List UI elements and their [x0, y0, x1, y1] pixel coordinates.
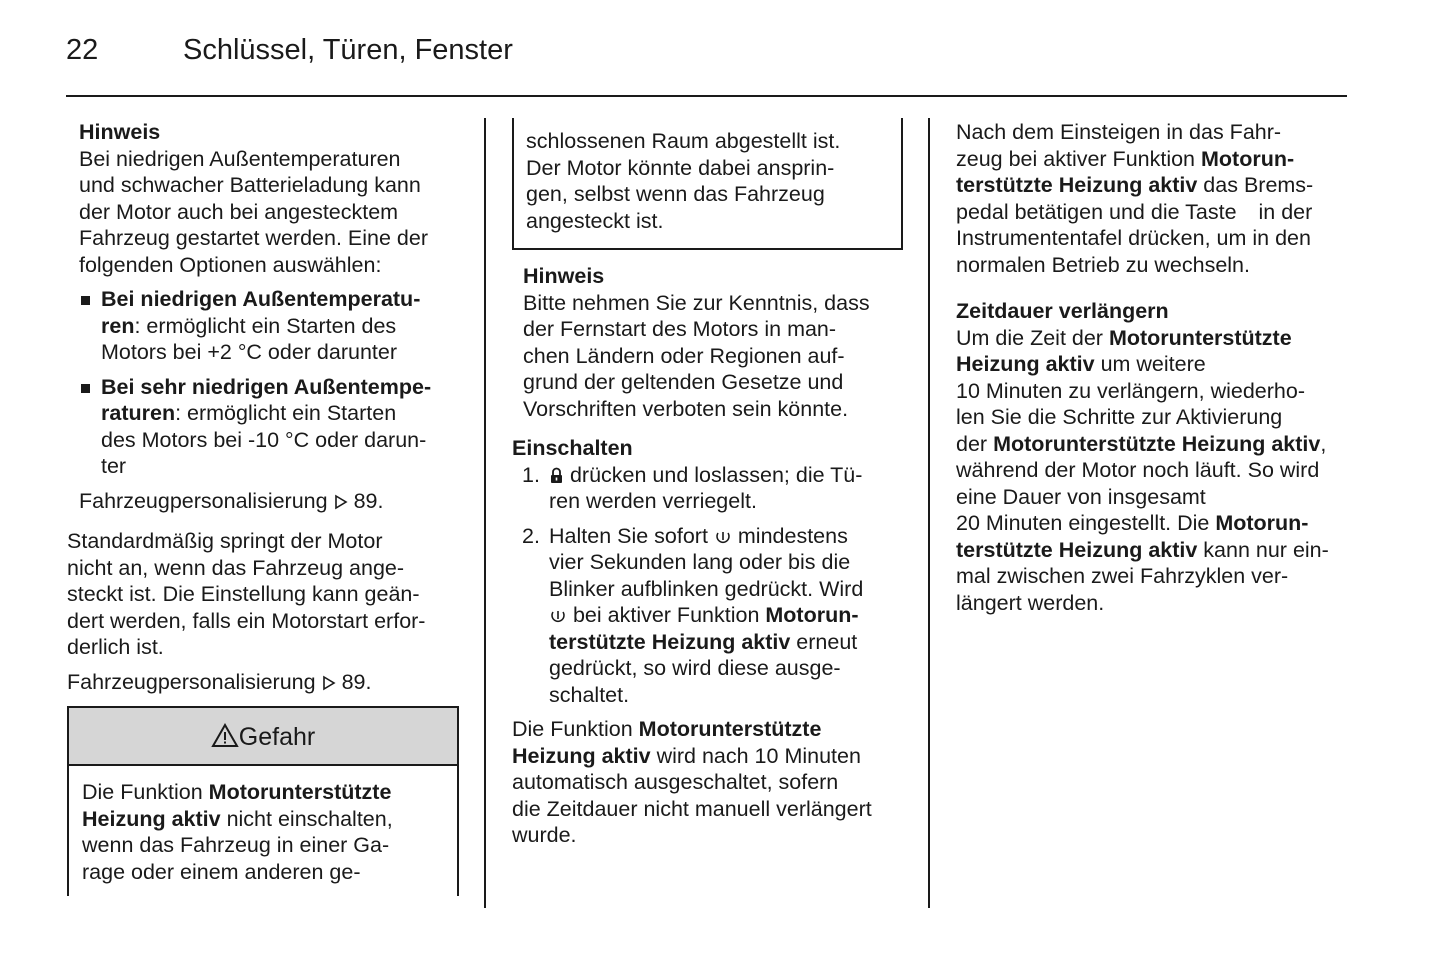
- paragraph-text: ,: [1320, 431, 1327, 456]
- paragraph-text: automatisch ausgeschaltet, sofern: [512, 770, 839, 794]
- hinweis-line: grund der geltenden Gesetze und: [523, 370, 844, 394]
- paragraph: [512, 716, 912, 849]
- paragraph-bold: Motorunterstützte: [638, 717, 822, 741]
- paragraph-text: in der: [1252, 199, 1313, 224]
- reference-text: Fahrzeugpersonalisierung: [79, 488, 328, 513]
- paragraph-text: während der Motor noch läuft. So wird: [956, 458, 1320, 482]
- paragraph-text: Um die Zeit der: [956, 325, 1109, 350]
- hinweis-heading: Hinweis: [79, 120, 161, 144]
- bullet-item: [79, 286, 474, 366]
- paragraph-text: zeug bei aktiver Funktion: [956, 146, 1201, 171]
- danger-bold: Motorunterstützte: [208, 780, 392, 804]
- hinweis-line: Vorschriften verboten sein könnte.: [523, 396, 849, 421]
- middle-column: [523, 263, 918, 422]
- step-bold: Motorun-: [765, 603, 859, 627]
- paragraph-text: der: [956, 431, 994, 456]
- paragraph-text: längert werden.: [956, 590, 1105, 615]
- paragraph: [956, 325, 1351, 617]
- paragraph-text: die Zeitdauer nicht manuell verlängert: [512, 796, 872, 821]
- list-item: [512, 523, 912, 709]
- danger-text: schlossenen Raum abgestellt ist.: [526, 129, 841, 153]
- danger-text: nicht einschalten,: [220, 806, 393, 831]
- left-column-lower: [67, 528, 467, 695]
- paragraph-bold: terstützte Heizung aktiv: [956, 173, 1198, 197]
- danger-text: gen, selbst wenn das Fahrzeug: [526, 182, 825, 206]
- paragraph-text: das Brems-: [1197, 173, 1314, 197]
- danger-box-continued: [512, 118, 903, 250]
- hinweis-line: und schwacher Batterieladung kann: [79, 173, 421, 197]
- paragraph-line: derlich ist.: [67, 635, 164, 659]
- step-bold: terstützte Heizung aktiv: [549, 629, 791, 654]
- step-text: schaltet.: [549, 682, 630, 707]
- step-text: ren werden verriegelt.: [549, 489, 757, 513]
- bullet-text: : ermöglicht ein Starten des: [134, 313, 397, 338]
- bullet-text: : ermöglicht ein Starten: [175, 401, 397, 425]
- bullet-text: des Motors bei -10 °C oder darun-: [101, 427, 427, 452]
- paragraph-text: Nach dem Einsteigen in das Fahr-: [956, 120, 1282, 144]
- paragraph-bold: Motorun-: [1215, 511, 1309, 535]
- paragraph-bold: terstützte Heizung aktiv: [956, 537, 1198, 562]
- remote-start-icon: [549, 606, 567, 624]
- paragraph-text: len Sie die Schritte zur Aktivierung: [956, 405, 1283, 429]
- column-divider-left: [484, 118, 486, 908]
- danger-bold: Heizung aktiv: [82, 806, 221, 831]
- middle-column-lower: [512, 435, 912, 849]
- bullet-bold: Bei niedrigen Außentemperatu-: [101, 287, 421, 311]
- danger-text: Die Funktion: [82, 780, 209, 804]
- paragraph-text: wurde.: [512, 823, 577, 847]
- page-number: 22: [66, 34, 99, 66]
- paragraph-bold: Heizung aktiv: [512, 743, 651, 768]
- reference-page: 89.: [353, 488, 384, 513]
- hinweis-line: Fahrzeug gestartet werden. Eine der: [79, 226, 428, 250]
- paragraph-text: 20 Minuten eingestellt. Die: [956, 511, 1216, 535]
- paragraph-bold: Motorun-: [1201, 146, 1295, 171]
- bullet-text: ter: [101, 454, 127, 478]
- step-text: bei aktiver Funktion: [567, 603, 766, 627]
- page-title: Schlüssel, Türen, Fenster: [183, 34, 513, 66]
- paragraph-line: Standardmäßig springt der Motor: [67, 529, 383, 553]
- bullet-bold: Bei sehr niedrigen Außentempe-: [101, 374, 432, 399]
- column-divider-right: [928, 118, 930, 908]
- paragraph-line: nicht an, wenn das Fahrzeug ange-: [67, 555, 405, 580]
- warning-triangle-icon: [211, 723, 239, 748]
- paragraph-bold: Heizung aktiv: [956, 352, 1095, 376]
- lock-icon: [549, 467, 564, 484]
- step-text: gedrückt, so wird diese ausge-: [549, 656, 841, 680]
- step-text: vier Sekunden lang oder bis die: [549, 550, 851, 574]
- paragraph-bold: Motorunterstützte: [1108, 325, 1292, 350]
- step-number: 2.: [522, 523, 540, 548]
- hinweis-line: folgenden Optionen auswählen:: [79, 252, 382, 277]
- hinweis-line: chen Ländern oder Regionen auf-: [523, 343, 845, 368]
- danger-text: wenn das Fahrzeug in einer Ga-: [82, 833, 390, 857]
- cross-reference: [67, 669, 467, 696]
- paragraph-text: wird nach 10 Minuten: [650, 743, 861, 768]
- step-text: mindestens: [731, 523, 848, 548]
- danger-text: Der Motor könnte dabei ansprin-: [526, 155, 835, 180]
- paragraph-text: pedal betätigen und die Taste: [956, 199, 1243, 224]
- hinweis-line: Bitte nehmen Sie zur Kenntnis, dass: [523, 290, 870, 315]
- paragraph-line: steckt ist. Die Einstellung kann geän-: [67, 582, 420, 606]
- left-column: [79, 119, 474, 514]
- bullet-text: Motors bei +2 °C oder darunter: [101, 340, 398, 364]
- step-text: Blinker aufblinken gedrückt. Wird: [549, 576, 864, 601]
- hinweis-line: der Fernstart des Motors in man-: [523, 317, 837, 341]
- paragraph-text: Die Funktion: [512, 717, 639, 741]
- hinweis-heading: Hinweis: [523, 264, 605, 288]
- danger-text: rage oder einem anderen ge-: [82, 859, 361, 884]
- paragraph: [956, 119, 1351, 278]
- step-text: drücken und loslassen; die Tü-: [564, 462, 863, 487]
- remote-start-icon: [714, 527, 732, 545]
- reference-page: 89.: [341, 669, 372, 694]
- step-number: 1.: [522, 462, 540, 487]
- right-column: [956, 119, 1351, 616]
- step-text: Halten Sie sofort: [549, 523, 714, 548]
- step-text: erneut: [790, 629, 858, 654]
- danger-body: [69, 766, 457, 885]
- section-heading: Einschalten: [512, 436, 633, 460]
- arrow-right-icon: [322, 675, 336, 691]
- paragraph-text: Instrumententafel drücken, um in den: [956, 226, 1311, 250]
- danger-box: [67, 706, 459, 896]
- section-heading: Zeitdauer verlängern: [956, 299, 1169, 323]
- paragraph-text: mal zwischen zwei Fahrzyklen ver-: [956, 564, 1289, 588]
- danger-text: angesteckt ist.: [526, 208, 664, 233]
- paragraph-line: dert werden, falls ein Motorstart erfor-: [67, 608, 426, 633]
- bullet-item: [79, 374, 474, 480]
- list-item: [512, 462, 912, 515]
- paragraph-text: eine Dauer von insgesamt: [956, 484, 1206, 509]
- bullet-bold: raturen: [101, 401, 176, 425]
- paragraph-bold: Motorunterstützte Heizung aktiv: [993, 431, 1321, 456]
- header-rule: [66, 95, 1347, 97]
- danger-header: [69, 708, 457, 766]
- paragraph-text: normalen Betrieb zu wechseln.: [956, 252, 1250, 277]
- bullet-bold: ren: [101, 313, 135, 338]
- paragraph-text: um weitere: [1094, 352, 1206, 376]
- paragraph-text: kann nur ein-: [1197, 537, 1329, 562]
- hinweis-line: Bei niedrigen Außentemperaturen: [79, 146, 401, 171]
- hinweis-line: der Motor auch bei angestecktem: [79, 199, 399, 224]
- cross-reference: [79, 488, 474, 515]
- reference-text: Fahrzeugpersonalisierung: [67, 669, 316, 694]
- danger-title: Gefahr: [238, 723, 316, 751]
- paragraph-text: 10 Minuten zu verlängern, wiederho-: [956, 378, 1305, 403]
- arrow-right-icon: [334, 494, 348, 510]
